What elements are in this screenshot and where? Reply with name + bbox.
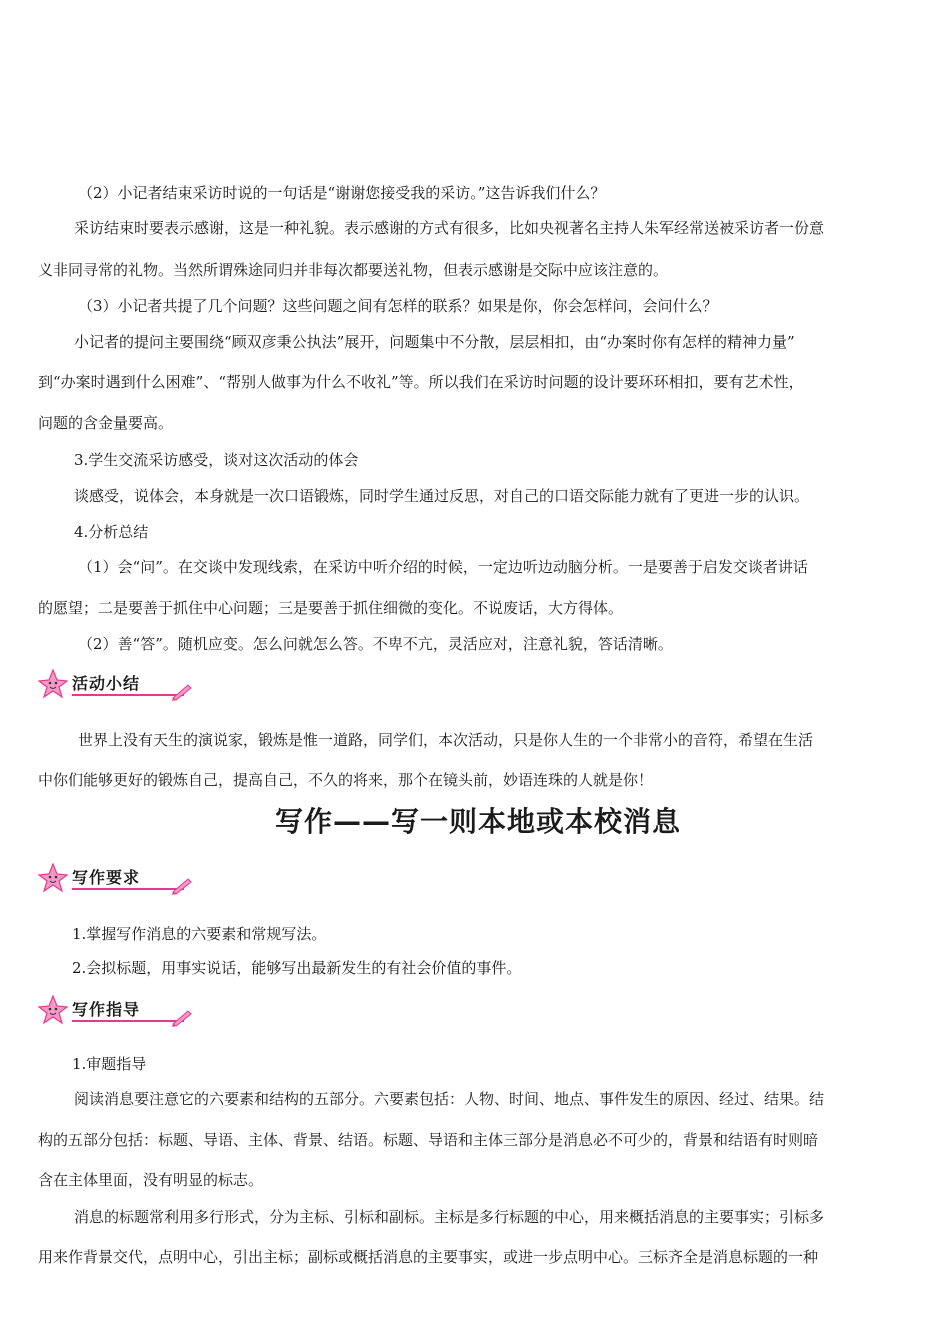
star-icon [38,863,68,893]
text-line: （2）善“答”。随机应变。怎么问就怎么答。不卑不亢，灵活应对，注意礼貌，答话清晰。 [78,635,673,653]
text-line: 中你们能够更好的锻炼自己，提高自己，不久的将来，那个在镜头前，妙语连珠的人就是你！ [38,771,654,789]
text-line: 1.掌握写作消息的六要素和常规写法。 [72,925,327,943]
text-line: 4.分析总结 [74,523,149,541]
section-heading [38,861,198,895]
underline [72,888,184,890]
text-line: 义非同寻常的礼物。当然所谓殊途同归并非每次都要送礼物，但表示感谢是交际中应该注意的。 [38,261,669,279]
text-line: （1）会“问”。在交谈中发现线索，在采访中听介绍的时候，一定边听边动脑分析。一是要善于启发交谈者讲话 [78,558,808,576]
text-line: 用来作背景交代，点明中心，引出主标；副标或概括消息的主要事实，或进一步点明中心。三标齐全是消息标题的一种 [38,1248,819,1266]
section-heading [38,667,198,701]
section-label: 写作要求 [72,868,141,887]
underline [72,1020,184,1022]
section-heading [38,993,198,1027]
text-line: 阅读消息要注意它的六要素和结构的五部分。六要素包括：人物、时间、地点、事件发生的原因、经过、结果。结 [74,1090,825,1108]
text-line: 的愿望；二是要善于抓住中心问题；三是要善于抓住细微的变化。不说废话，大方得体。 [38,599,624,617]
text-line: 谈感受，说体会，本身就是一次口语锻炼，同时学生通过反思，对自己的口语交际能力就有了更进一步的认识。 [74,487,810,505]
star-icon [38,995,68,1025]
text-line: （3）小记者共提了几个问题？这些问题之间有怎样的联系？如果是你，你会怎样问，会问什么？ [78,297,718,315]
underline [72,694,184,696]
text-line: 1.审题指导 [72,1055,147,1073]
text-line: 问题的含金量要高。 [38,414,174,432]
section-label: 写作指导 [72,1000,141,1019]
pen-icon [170,1007,194,1027]
text-line: 构的五部分包括：标题、导语、主体、背景、结语。标题、导语和主体三部分是消息必不可少的，背景和结语有时则暗 [38,1131,819,1149]
text-line: 2.会拟标题，用事实说话，能够写出最新发生的有社会价值的事件。 [72,959,522,977]
text-line: 世界上没有天生的演说家，锻炼是惟一道路，同学们，本次活动，只是你人生的一个非常小的音符，希望在生活 [78,731,814,749]
text-line: 含在主体里面，没有明显的标志。 [38,1171,264,1189]
text-line: 到“办案时遇到什么困难”、“帮别人做事为什么不收礼”等。所以我们在采访时问题的设计要环环相扣，要有艺术性， [38,373,804,391]
text-line: （2）小记者结束采访时说的一句话是“谢谢您接受我的采访。”这告诉我们什么？ [78,184,606,202]
section-label: 活动小结 [72,674,141,693]
text-line: 消息的标题常利用多行形式，分为主标、引标和副标。主标是多行标题的中心，用来概括消息的主要事实；引标多 [74,1208,825,1226]
text-line: 采访结束时要表示感谢，这是一种礼貌。表示感谢的方式有很多，比如央视著名主持人朱军经常送被采访者一份意 [74,219,825,237]
page-title: 写作——写一则本地或本校消息 [274,805,681,838]
text-line: 小记者的提问主要围绕“顾双彦秉公执法”展开，问题集中不分散，层层相扣，由“办案时你有怎样的精神力量” [74,333,795,351]
pen-icon [170,875,194,895]
text-line: 3.学生交流采访感受，谈对这次活动的体会 [74,451,359,469]
star-icon [38,669,68,699]
pen-icon [170,681,194,701]
